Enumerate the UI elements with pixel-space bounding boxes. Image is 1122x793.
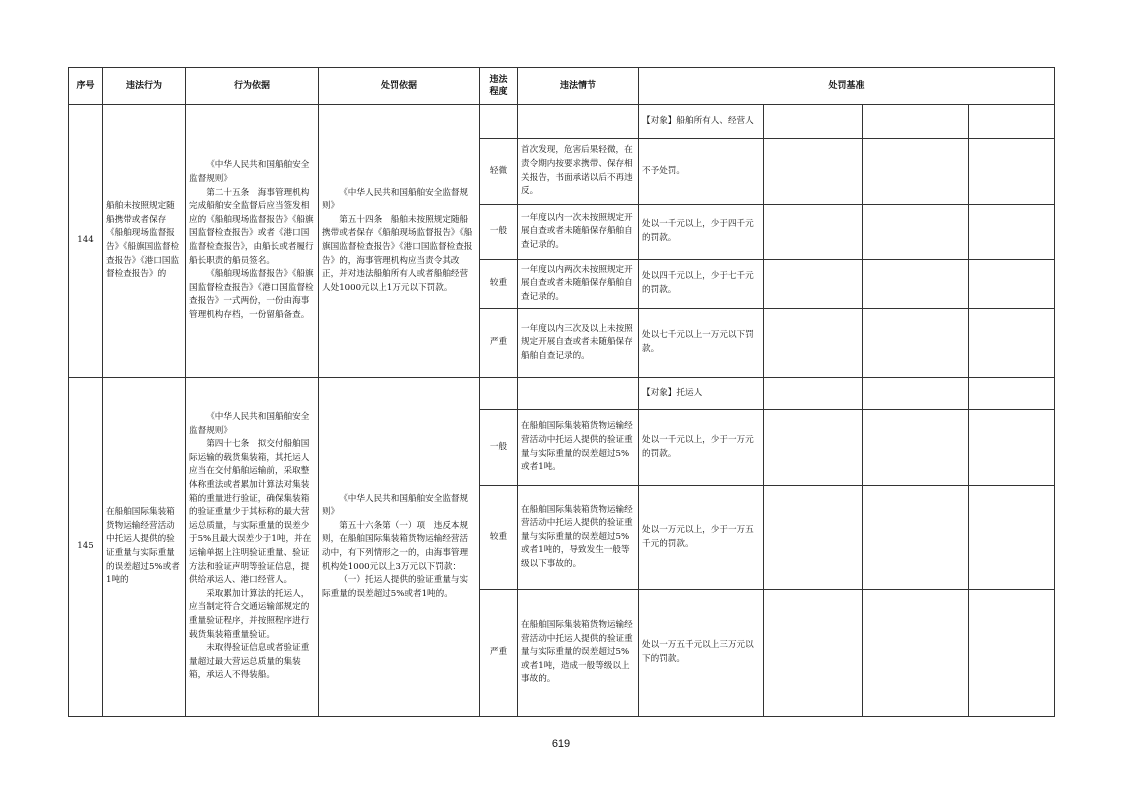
basis-cell: 《中华人民共和国船舶安全监督规则》 第二十五条 海事管理机构完成船舶安全监督后应当签发相应的《船舶现场监督报告》《船旗国监督检查报告》或者《港口国监督检查报告》，由船长或者履行船长职责的船员签名。 《船舶现场监督报告》《船旗国监督检查报告》《港口国监督检查报告》一式两份，一份由海事管理机构存档，一份留船备查。 xyxy=(186,105,319,378)
circumstance-cell: 一年度以内三次及以上未按照规定开展自查或者未随船保存船舶自查记录的。 xyxy=(518,309,639,378)
standard-cell: 处以七千元以上一万元以下罚款。 xyxy=(639,309,764,378)
header-basis: 行为依据 xyxy=(186,68,319,105)
degree-cell: 轻微 xyxy=(480,139,518,205)
degree-cell: 严重 xyxy=(480,309,518,378)
circumstance-cell: 一年度以内一次未按照规定开展自查或者未随船保存船舶自查记录的。 xyxy=(518,205,639,260)
header-behavior: 违法行为 xyxy=(103,68,186,105)
header-row xyxy=(69,68,1055,105)
row-number: 145 xyxy=(69,378,103,717)
header-no: 序号 xyxy=(69,68,103,105)
penalty-basis-cell: 《中华人民共和国船舶安全监督规则》 第五十六条第（一）项 违反本规则，在船舶国际集装箱货物运输经营活动中，有下列情形之一的，由海事管理机构处1000元以上3万元以下罚款： （一）托运人提供的验证重量与实际重量的误差超过5%或者1吨的。 xyxy=(319,378,480,717)
circumstance-cell: 在船舶国际集装箱货物运输经营活动中托运人提供的验证重量与实际重量的误差超过5%或者1吨的，导致发生一般等级以下事故的。 xyxy=(518,486,639,590)
header-penalty-basis: 处罚依据 xyxy=(319,68,480,105)
header-standard: 处罚基准 xyxy=(639,68,1055,105)
table-row xyxy=(69,378,1055,410)
degree-cell: 较重 xyxy=(480,260,518,309)
standard-cell: 不予处罚。 xyxy=(639,139,764,205)
standard-cell: 处以一千元以上，少于四千元的罚款。 xyxy=(639,205,764,260)
behavior-cell: 船舶未按照规定随船携带或者保存《船舶现场监督报告》《船旗国监督检查报告》《港口国监督检查报告》的 xyxy=(103,105,186,378)
degree-cell: 较重 xyxy=(480,486,518,590)
circumstance-cell: 在船舶国际集装箱货物运输经营活动中托运人提供的验证重量与实际重量的误差超过5%或者1吨。 xyxy=(518,410,639,486)
penalty-basis-cell: 《中华人民共和国船舶安全监督规则》 第五十四条 船舶未按照规定随船携带或者保存《船舶现场监督报告》《船旗国监督检查报告》《港口国监督检查报告》的，海事管理机构应当责令其改正，并对违法船舶所有人或者船舶经营人处1000元以上1万元以下罚款。 xyxy=(319,105,480,378)
behavior-cell: 在船舶国际集装箱货物运输经营活动中托运人提供的验证重量与实际重量的误差超过5%或者1吨的 xyxy=(103,378,186,717)
standard-cell: 处以四千元以上，少于七千元的罚款。 xyxy=(639,260,764,309)
page-number: 619 xyxy=(551,738,571,750)
basis-cell: 《中华人民共和国船舶安全监督规则》 第四十七条 拟交付船舶国际运输的载货集装箱，其托运人应当在交付船舶运输前，采取整体称重法或者累加计算法对集装箱的重量进行验证，确保集装箱的验证重量少于其标称的最大营运总质量，与实际重量的误差少于5%且最大误差少于1吨，并在运输单据上注明验证重量、验证方法和验证声明等验证信息，提供给承运人、港口经营人。 采取累加计算法的托运人，应当制定符合交通运输部规定的重量验证程序，并按照程序进行载货集装箱重量验证。 未取得验证信息或者验证重量超过最大营运总质量的集装箱，承运人不得装船。 xyxy=(186,378,319,717)
standard-cell: 处以一千元以上，少于一万元的罚款。 xyxy=(639,410,764,486)
table-row xyxy=(69,105,1055,139)
header-circumstance: 违法情节 xyxy=(518,68,639,105)
penalty-table xyxy=(68,67,1055,717)
degree-cell: 一般 xyxy=(480,410,518,486)
circumstance-cell: 首次发现，危害后果轻微，在责令期内按要求携带、保存相关报告，书面承诺以后不再违反。 xyxy=(518,139,639,205)
circumstance-cell: 在船舶国际集装箱货物运输经营活动中托运人提供的验证重量与实际重量的误差超过5%或者1吨，造成一般等级以上事故的。 xyxy=(518,590,639,717)
row-number: 144 xyxy=(69,105,103,378)
target-cell: 【对象】托运人 xyxy=(639,378,764,410)
standard-cell: 处以一万五千元以上三万元以下的罚款。 xyxy=(639,590,764,717)
circumstance-cell: 一年度以内两次未按照规定开展自查或者未随船保存船舶自查记录的。 xyxy=(518,260,639,309)
header-degree: 违法 程度 xyxy=(480,68,518,105)
degree-cell: 严重 xyxy=(480,590,518,717)
standard-cell: 处以一万元以上，少于一万五千元的罚款。 xyxy=(639,486,764,590)
degree-cell: 一般 xyxy=(480,205,518,260)
target-cell: 【对象】船舶所有人、经营人 xyxy=(639,105,764,139)
